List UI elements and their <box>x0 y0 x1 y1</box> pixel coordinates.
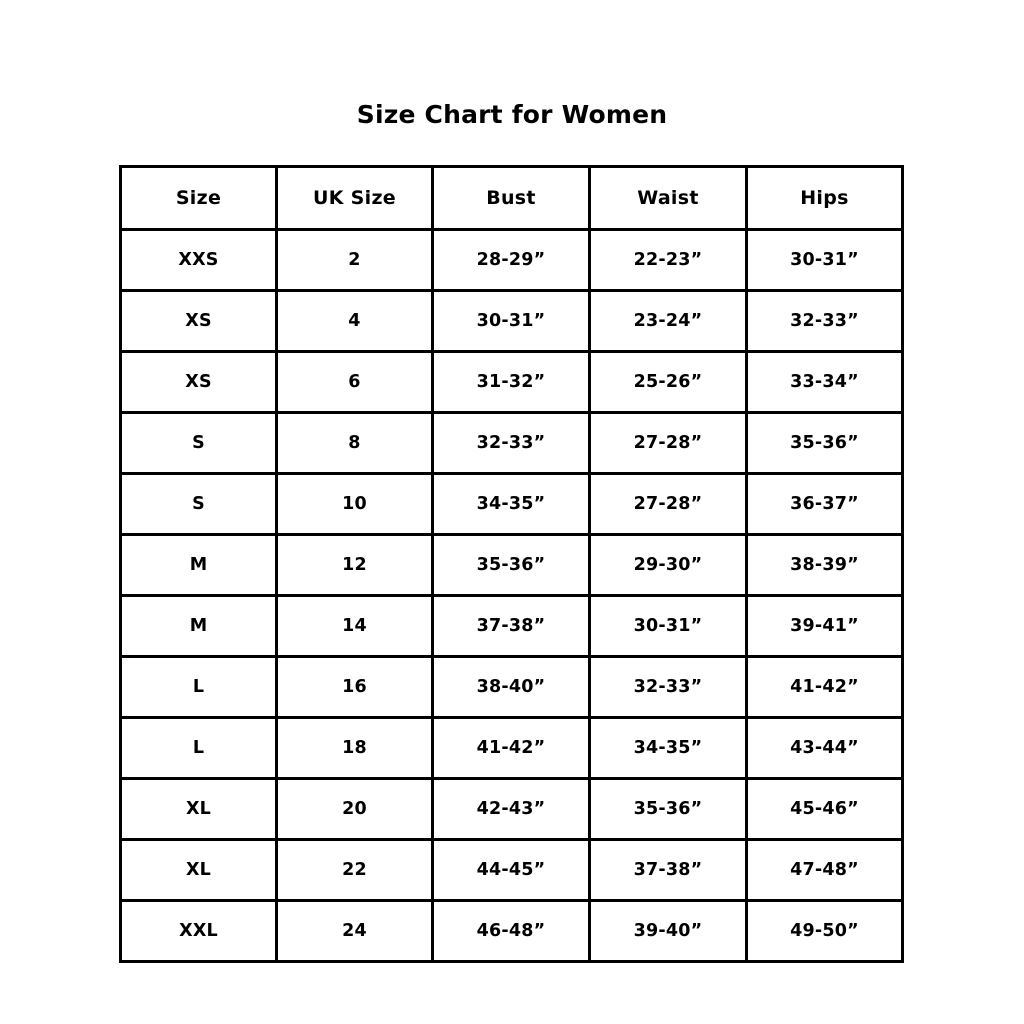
cell-size: XS <box>121 291 277 352</box>
table-row <box>121 840 903 901</box>
table-row <box>121 779 903 840</box>
table-row <box>121 535 903 596</box>
cell-waist: 22-23” <box>590 230 747 291</box>
cell-waist: 34-35” <box>590 718 747 779</box>
cell-uk-size: 16 <box>277 657 433 718</box>
cell-hips: 43-44” <box>747 718 903 779</box>
cell-uk-size: 22 <box>277 840 433 901</box>
cell-hips: 45-46” <box>747 779 903 840</box>
cell-size: S <box>121 474 277 535</box>
cell-hips: 32-33” <box>747 291 903 352</box>
size-chart-table-container <box>119 165 901 963</box>
cell-bust: 30-31” <box>433 291 590 352</box>
cell-bust: 32-33” <box>433 413 590 474</box>
cell-hips: 41-42” <box>747 657 903 718</box>
table-header-row <box>121 167 903 230</box>
cell-waist: 27-28” <box>590 413 747 474</box>
cell-bust: 46-48” <box>433 901 590 962</box>
table-row <box>121 352 903 413</box>
cell-size: M <box>121 535 277 596</box>
cell-bust: 35-36” <box>433 535 590 596</box>
cell-size: XXS <box>121 230 277 291</box>
cell-size: M <box>121 596 277 657</box>
cell-size: XXL <box>121 901 277 962</box>
column-header-bust: Bust <box>433 167 590 230</box>
cell-hips: 38-39” <box>747 535 903 596</box>
cell-waist: 23-24” <box>590 291 747 352</box>
column-header-size: Size <box>121 167 277 230</box>
table-row <box>121 413 903 474</box>
table-row <box>121 474 903 535</box>
column-header-uk-size: UK Size <box>277 167 433 230</box>
cell-hips: 35-36” <box>747 413 903 474</box>
cell-waist: 39-40” <box>590 901 747 962</box>
cell-waist: 25-26” <box>590 352 747 413</box>
cell-waist: 27-28” <box>590 474 747 535</box>
table-row <box>121 230 903 291</box>
column-header-waist: Waist <box>590 167 747 230</box>
cell-waist: 32-33” <box>590 657 747 718</box>
cell-size: L <box>121 718 277 779</box>
cell-uk-size: 4 <box>277 291 433 352</box>
cell-hips: 47-48” <box>747 840 903 901</box>
cell-uk-size: 2 <box>277 230 433 291</box>
table-row <box>121 718 903 779</box>
cell-bust: 41-42” <box>433 718 590 779</box>
cell-uk-size: 20 <box>277 779 433 840</box>
cell-uk-size: 8 <box>277 413 433 474</box>
table-row <box>121 657 903 718</box>
page-title: Size Chart for Women <box>356 100 668 129</box>
cell-uk-size: 6 <box>277 352 433 413</box>
cell-size: XL <box>121 840 277 901</box>
cell-bust: 38-40” <box>433 657 590 718</box>
cell-uk-size: 10 <box>277 474 433 535</box>
table-row <box>121 596 903 657</box>
cell-bust: 31-32” <box>433 352 590 413</box>
cell-size: L <box>121 657 277 718</box>
cell-waist: 29-30” <box>590 535 747 596</box>
cell-uk-size: 18 <box>277 718 433 779</box>
cell-hips: 49-50” <box>747 901 903 962</box>
cell-uk-size: 14 <box>277 596 433 657</box>
cell-waist: 37-38” <box>590 840 747 901</box>
cell-size: S <box>121 413 277 474</box>
cell-hips: 36-37” <box>747 474 903 535</box>
size-chart-table <box>119 165 904 963</box>
cell-hips: 33-34” <box>747 352 903 413</box>
cell-hips: 30-31” <box>747 230 903 291</box>
cell-size: XL <box>121 779 277 840</box>
cell-uk-size: 12 <box>277 535 433 596</box>
cell-waist: 30-31” <box>590 596 747 657</box>
cell-bust: 28-29” <box>433 230 590 291</box>
column-header-hips: Hips <box>747 167 903 230</box>
cell-size: XS <box>121 352 277 413</box>
cell-waist: 35-36” <box>590 779 747 840</box>
cell-bust: 37-38” <box>433 596 590 657</box>
table-row <box>121 291 903 352</box>
cell-bust: 42-43” <box>433 779 590 840</box>
cell-bust: 34-35” <box>433 474 590 535</box>
table-body <box>121 230 903 962</box>
cell-uk-size: 24 <box>277 901 433 962</box>
cell-bust: 44-45” <box>433 840 590 901</box>
table-row <box>121 901 903 962</box>
cell-hips: 39-41” <box>747 596 903 657</box>
table-header <box>121 167 903 230</box>
